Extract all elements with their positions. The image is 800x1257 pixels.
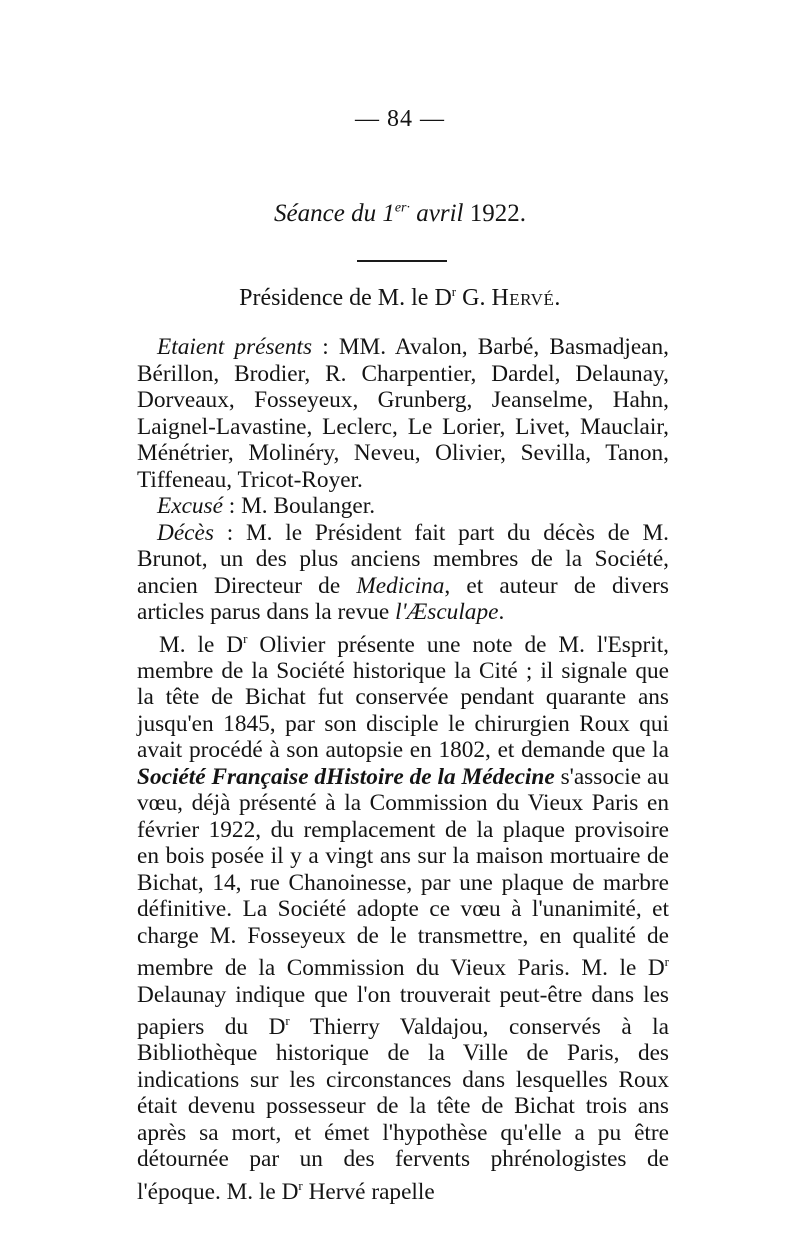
olivier-text-6: Hervé rapelle [302, 1178, 435, 1205]
body-text [137, 334, 669, 1205]
paragraph-excuse [137, 493, 669, 520]
seance-prefix: Séance du 1 [274, 200, 395, 227]
olivier-text-2: Olivier présente une note de M. l'Esprit, membre de la Société historique la Cité ; il signale que la tête de Bichat fut conservée pendant quarante ans jusqu'en 1845, par son disciple le chirurgien Roux qui avait procédé à son autopsie en 1802, et demande que la [137, 631, 669, 764]
olivier-sup-3: r [285, 1013, 290, 1029]
paragraph-olivier [137, 626, 669, 1206]
presidence-sup: r [451, 284, 457, 299]
presidence-name: Hervé. [491, 285, 561, 311]
deces-text-3: . [498, 599, 505, 625]
presidence-initial: G. [456, 285, 492, 311]
page-number: — 84 — [355, 106, 445, 132]
excuse-text: : M. Boulanger. [222, 493, 376, 519]
olivier-sup-1: r [243, 630, 248, 646]
seance-month: avril [410, 200, 464, 227]
deces-label: Décès [157, 519, 214, 546]
olivier-sup-4: r [298, 1177, 303, 1193]
seance-sup: er· [394, 200, 410, 216]
seance-year: 1922. [463, 200, 526, 227]
title-rule [357, 260, 447, 262]
presidence-prefix: Présidence de M. le D [239, 285, 452, 311]
deces-text-1: : M. le Président fait part du décès de M. Brunot, un des plus anciens membres de la Société, ancien Directeur de [137, 519, 669, 599]
seance-title [0, 200, 800, 228]
olivier-text-3: s'associe au vœu, déjà présenté à la Commission du Vieux Paris en février 1922, du remplacement de la plaque provisoire en bois posée il y a vingt ans sur la maison mortuaire de Bichat, 14, rue Chanoinesse, par une plaque de marbre définitive. La Société adopte ce vœu à l'unanimité, et charge M. Fosseyeux de le transmettre, en qualité de membre de la Commission du Vieux Paris. M. le D [137, 763, 669, 982]
deces-medicina: Medicina [356, 572, 445, 599]
olivier-text-1: M. le D [159, 631, 244, 658]
olivier-societe: Société Française dHistoire de la Médecine [137, 763, 555, 790]
excuse-label: Excusé [157, 493, 223, 519]
olivier-text-4: Delaunay indique que l'on trouverait peut-être dans les papiers du D [137, 981, 669, 1040]
olivier-text-5: Thierry Valdajou, conservés à la Bibliothèque historique de la Ville de Paris, des indications sur les circonstances dans lesquelles Roux était devenu possesseur de la tête de Bichat trois ans après sa mort, et émet l'hypothèse qu'elle a pu être détournée par un des fervents phrénologistes de l'époque. M. le D [137, 1013, 669, 1205]
presents-label: Etaient présents [157, 334, 313, 360]
presidence-line [0, 284, 800, 312]
paragraph-presents [137, 334, 669, 493]
deces-text-2: , et auteur de divers articles parus dans la revue [137, 572, 669, 625]
olivier-sup-2: r [664, 954, 669, 970]
paragraph-deces [137, 520, 669, 626]
presents-text: : MM. Avalon, Barbé, Basmadjean, Bérillon, Brodier, R. Charpentier, Dardel, Delaunay, Dorveaux, Fosseyeux, Grunberg, Jeanselme, Hahn, Laignel-Lavastine, Leclerc, Le Lorier, Livet, Mauclair, Ménétrier, Molinéry, Neveu, Olivier, Sevilla, Tanon, Tiffeneau, Tricot-Royer. [137, 334, 669, 493]
deces-revue: l'Æsculape [395, 599, 499, 625]
